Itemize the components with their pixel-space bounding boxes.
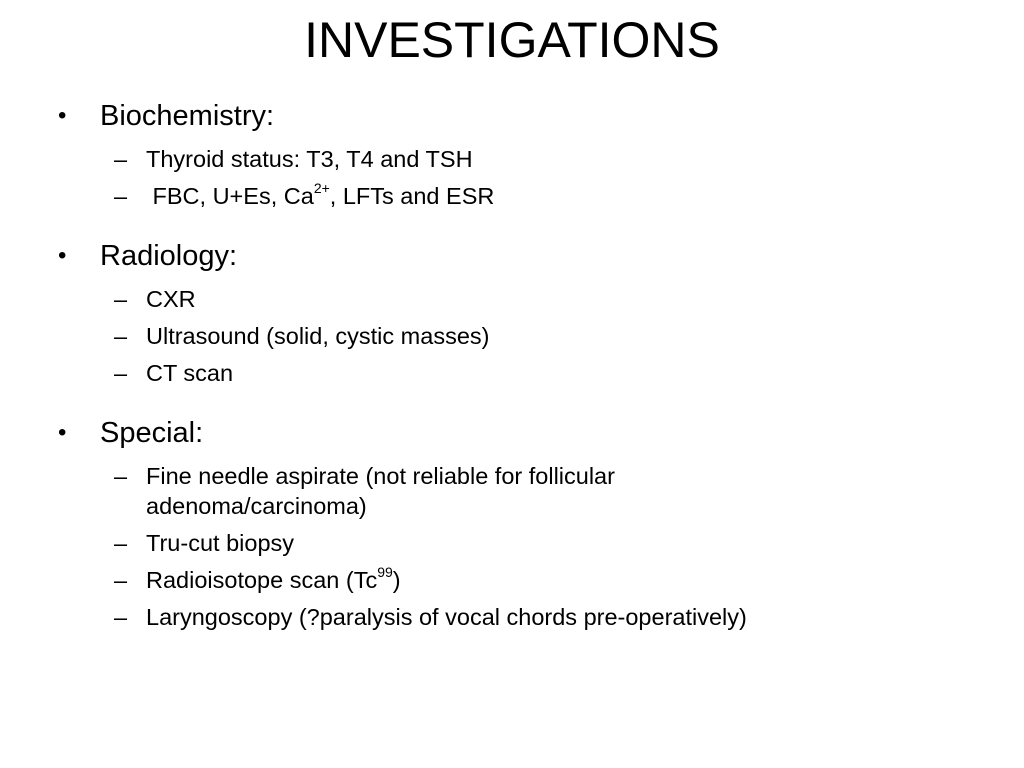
slide-content — [58, 95, 978, 632]
bullet-heading — [58, 412, 978, 454]
heading-text: Special: — [100, 417, 204, 449]
dash-icon: – — [114, 183, 128, 209]
sub-item — [58, 461, 978, 521]
dash-icon: – — [114, 530, 128, 556]
sub-item-text: Laryngoscopy (?paralysis of vocal chords pre-operatively) — [146, 604, 747, 630]
heading-text: Radiology: — [100, 240, 238, 272]
sub-item-text — [146, 181, 786, 211]
dash-icon: – — [114, 604, 128, 630]
bullet-icon: • — [58, 419, 67, 446]
dash-icon: – — [114, 286, 128, 312]
sub-item — [58, 321, 978, 351]
bullet-heading — [58, 235, 978, 277]
sub-item-text: Fine needle aspirate (not reliable for follicular adenoma/carcinoma) — [146, 463, 615, 519]
sub-item-text: Ultrasound (solid, cystic masses) — [146, 323, 490, 349]
section-biochemistry — [58, 95, 978, 211]
dash-icon: – — [114, 360, 128, 386]
dash-icon: – — [114, 323, 128, 349]
section-special — [58, 412, 978, 632]
sub-item — [58, 358, 978, 388]
dash-icon: – — [114, 567, 128, 593]
section-radiology — [58, 235, 978, 388]
superscript: 2+ — [313, 180, 330, 197]
sub-item-text — [146, 565, 786, 595]
sub-item — [58, 565, 978, 595]
sub-item-text: Tru-cut biopsy — [146, 530, 295, 556]
text-part: ) — [392, 567, 401, 593]
text-part: , LFTs and ESR — [329, 183, 495, 209]
dash-icon: – — [114, 146, 128, 172]
bullet-heading — [58, 95, 978, 137]
heading-text: Biochemistry: — [100, 100, 275, 132]
sub-list — [58, 284, 978, 388]
superscript: 99 — [377, 564, 393, 581]
sub-item — [58, 602, 978, 632]
text-part: FBC, U+Es, Ca — [146, 183, 314, 209]
sub-item — [58, 528, 978, 558]
sub-item — [58, 144, 978, 174]
sub-list — [58, 144, 978, 211]
sub-item-text: Thyroid status: T3, T4 and TSH — [146, 146, 473, 172]
sub-item — [58, 284, 978, 314]
sub-list — [58, 461, 978, 632]
slide-title: INVESTIGATIONS — [304, 12, 720, 68]
bullet-icon: • — [58, 242, 67, 269]
dash-icon: – — [114, 463, 128, 489]
bullet-icon: • — [58, 102, 67, 129]
sub-item — [58, 181, 978, 211]
sub-item-text: CXR — [146, 286, 196, 312]
text-part: Radioisotope scan (Tc — [146, 567, 378, 593]
sub-item-text: CT scan — [146, 360, 234, 386]
